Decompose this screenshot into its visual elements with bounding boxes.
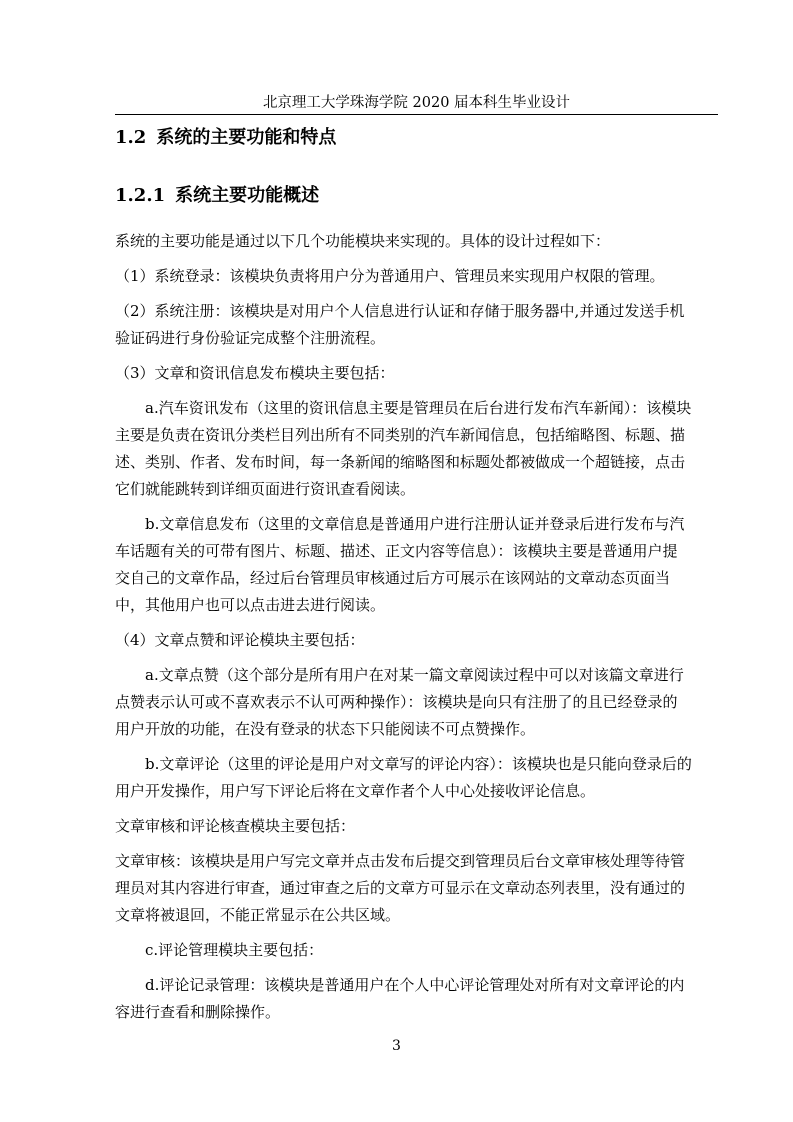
paragraph-line: 车话题有关的可带有图片、标题、描述、正文内容等信息）：该模块主要是普通用户提: [115, 542, 678, 560]
paragraph: [115, 937, 718, 964]
paragraph-line: 系统的主要功能是通过以下几个功能模块来实现的。具体的设计过程如下：: [115, 232, 611, 250]
paragraph-line: 点赞表示认可或不喜欢表示不认可两种操作）：该模块是向只有注册了的且已经登录的: [115, 693, 678, 711]
paragraph-line: 文章将被退回，不能正常显示在公共区域。: [115, 906, 401, 924]
page-number: 3: [392, 1038, 401, 1054]
section-heading: [115, 126, 336, 150]
paragraph-line: b.文章评论（这里的评论是用户对文章写的评论内容）：该模块也是只能向登录后的: [145, 755, 692, 773]
paragraph: [115, 228, 718, 255]
paragraph-line: 交自己的文章作品，经过后台管理员审核通过后方可展示在该网站的文章动态页面当: [115, 569, 671, 587]
paragraph-line: d.评论记录管理：该模块是普通用户在个人中心评论管理处对所有对文章评论的内: [145, 976, 685, 994]
paragraph-line: 验证码进行身份验证完成整个注册流程。: [115, 329, 386, 347]
subsection-title: 系统主要功能概述: [175, 185, 320, 206]
running-header: 北京理工大学珠海学院 2020 届本科生毕业设计: [262, 95, 571, 111]
paragraph: [115, 627, 718, 654]
paragraph: [115, 751, 718, 805]
paragraph-line: 文章审核：该模块是用户写完文章并点击发布后提交到管理员后台文章审核处理等待管: [115, 852, 686, 870]
paragraph-line: （2）系统注册：该模块是对用户个人信息进行认证和存储于服务器中,并通过发送手机: [115, 302, 685, 320]
paragraph-line: b.文章信息发布（这里的文章信息是普通用户进行注册认证并登录后进行发布与汽: [145, 515, 685, 533]
paragraph: [115, 263, 718, 290]
header-rule: [115, 114, 718, 115]
paragraph: [115, 662, 718, 743]
paragraph-line: （3）文章和资讯信息发布模块主要包括：: [115, 364, 395, 382]
paragraph-line: c.评论管理模块主要包括：: [145, 941, 324, 959]
body-text: [115, 228, 718, 1034]
paragraph-line: （4）文章点赞和评论模块主要包括：: [115, 631, 365, 649]
paragraph: [115, 813, 718, 840]
paragraph-line: 它们就能跳转到详细页面进行资讯查看阅读。: [115, 480, 416, 498]
paragraph-line: 述、类别、作者、发布时间，每一条新闻的缩略图和标题处都被做成一个超链接，点击: [115, 453, 686, 471]
paragraph-line: 文章审核和评论核查模块主要包括：: [115, 817, 356, 835]
paragraph-line: （1）系统登录：该模块负责将用户分为普通用户、管理员来实现用户权限的管理。: [115, 267, 665, 285]
paragraph-line: a.文章点赞（这个部分是所有用户在对某一篇文章阅读过程中可以对该篇文章进行: [145, 666, 684, 684]
section-number: 1.2: [115, 127, 147, 148]
subsection-heading: [115, 184, 319, 208]
subsection-number: 1.2.1: [115, 185, 166, 206]
paragraph: [115, 848, 718, 929]
paragraph-line: 用户开发操作，用户写下评论后将在文章作者个人中心处接收评论信息。: [115, 782, 596, 800]
paragraph: [115, 972, 718, 1026]
paragraph-line: 用户开放的功能，在没有登录的状态下只能阅读不可点赞操作。: [115, 720, 536, 738]
section-title: 系统的主要功能和特点: [156, 127, 337, 148]
paragraph: [115, 395, 718, 503]
paragraph-line: 主要是负责在资讯分类栏目列出所有不同类别的汽车新闻信息，包括缩略图、标题、描: [115, 426, 686, 444]
paragraph-line: a.汽车资讯发布（这里的资讯信息主要是管理员在后台进行发布汽车新闻）：该模块: [145, 399, 692, 417]
paragraph: [115, 298, 718, 352]
paragraph-line: 理员对其内容进行审查，通过审查之后的文章方可显示在文章动态列表里，没有通过的: [115, 879, 686, 897]
paragraph: [115, 360, 718, 387]
paragraph: [115, 511, 718, 619]
paragraph-line: 容进行查看和删除操作。: [115, 1003, 281, 1021]
paragraph-line: 中，其他用户也可以点击进去进行阅读。: [115, 596, 386, 614]
